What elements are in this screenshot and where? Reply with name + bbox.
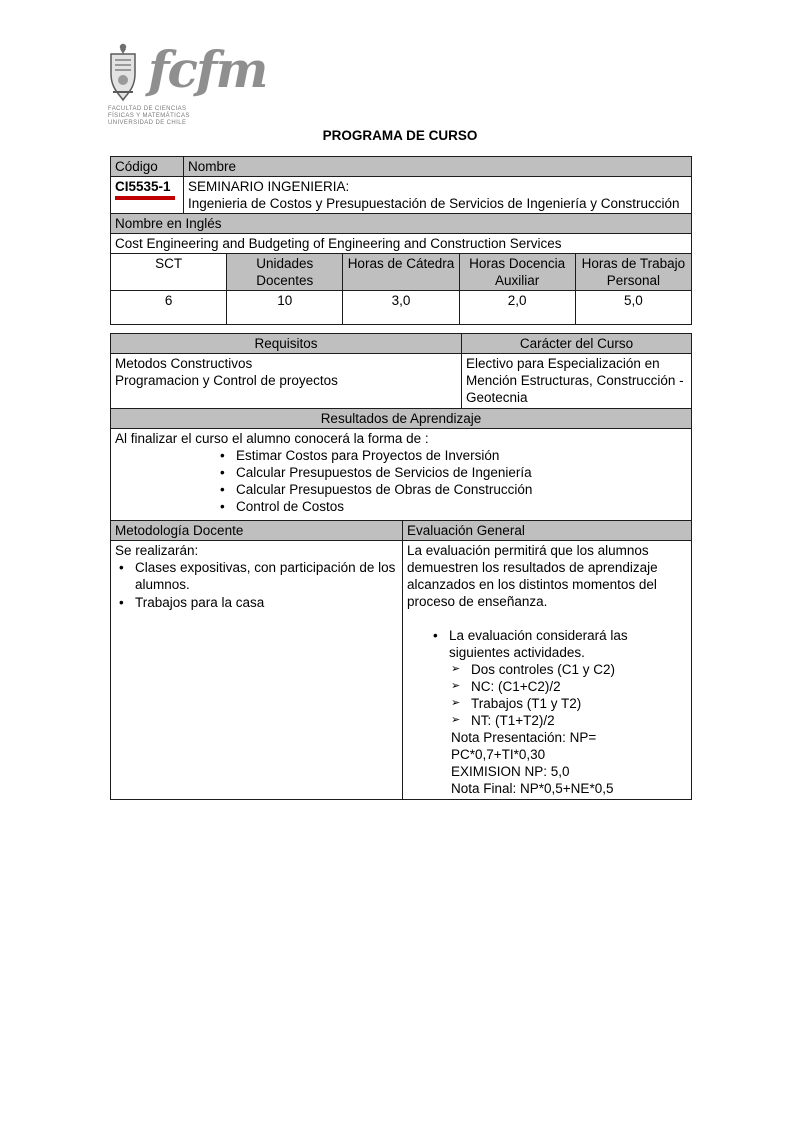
metodologia-header: Metodología Docente: [111, 521, 403, 541]
resultado-item: • Calcular Presupuestos de Obras de Construcción: [218, 481, 687, 498]
evaluacion-header: Evaluación General: [403, 521, 692, 541]
page-title: PROGRAMA DE CURSO: [322, 128, 478, 143]
evaluacion-intro: La evaluación permitirá que los alumnos demuestren los resultados de aprendizaje alcanzados en los distintos momentos del proceso de enseñanza.: [407, 543, 658, 609]
horas-docencia-auxiliar-header: Horas Docencia Auxiliar: [459, 254, 575, 291]
fcfm-logotype: fcfm: [148, 40, 267, 99]
evaluacion-subitem: ➢ Trabajos (T1 y T2): [451, 695, 687, 712]
requisito-item: Metodos Constructivos: [115, 356, 253, 371]
evaluacion-subitem: ➢ NC: (C1+C2)/2: [451, 678, 687, 695]
evaluacion-note: Nota Final: NP*0,5+NE*0,5: [451, 781, 614, 796]
hours-table: [110, 253, 692, 325]
evaluacion-subitem: ➢ NT: (T1+T2)/2: [451, 712, 687, 729]
resultado-item: • Estimar Costos para Proyectos de Inversión: [218, 447, 687, 464]
nombre-line-1: SEMINARIO INGENIERIA:: [188, 179, 350, 194]
caracter-curso-cell: Electivo para Especialización en Mención Estructuras, Construcción - Geotecnia: [462, 354, 692, 409]
resultado-item: • Control de Costos: [218, 498, 687, 515]
metodologia-intro: Se realizarán:: [115, 543, 199, 558]
sct-header: SCT: [111, 254, 227, 291]
metodologia-evaluacion-table: [110, 520, 692, 800]
metodologia-cell: [111, 541, 403, 800]
resultados-header: Resultados de Aprendizaje: [111, 409, 692, 429]
evaluacion-bullet-list: [431, 627, 687, 661]
logo-caption-line: FÍSICAS Y MATEMÁTICAS: [108, 113, 190, 119]
metodologia-item: • Clases expositivas, con participación de los alumnos.: [117, 559, 398, 593]
logo-caption-line: FACULTAD DE CIENCIAS: [108, 106, 187, 112]
requisitos-cell: [111, 354, 462, 409]
course-program-table: [110, 156, 692, 800]
caracter-curso-header: Carácter del Curso: [462, 334, 692, 354]
english-name-table: [110, 213, 692, 254]
requisitos-table: [110, 333, 692, 409]
universidad-de-chile-crest-icon: [106, 42, 140, 104]
resultados-intro: Al finalizar el curso el alumno conocerá la forma de :: [115, 431, 429, 446]
resultados-table: [110, 408, 692, 521]
requisitos-list: [115, 355, 457, 389]
horas-trabajo-personal-header: Horas de Trabajo Personal: [575, 254, 691, 291]
resultados-cell: [111, 429, 692, 521]
nombre-line-2: Ingenieria de Costos y Presupuestación de Servicios de Ingeniería y Construcción: [188, 196, 680, 211]
fcfm-logo: [106, 42, 266, 104]
horas-trabajo-personal-value: 5,0: [575, 291, 691, 325]
metodologia-item: • Trabajos para la casa: [117, 594, 398, 611]
requisito-item: Programacion y Control de proyectos: [115, 373, 338, 388]
nombre-header: Nombre: [184, 157, 692, 177]
unidades-docentes-value: 10: [227, 291, 343, 325]
resultado-item: • Calcular Presupuestos de Servicios de Ingeniería: [218, 464, 687, 481]
logo-caption: [108, 106, 190, 127]
english-name-value: Cost Engineering and Budgeting of Engineering and Construction Services: [111, 234, 692, 254]
evaluacion-subitem: ➢ Dos controles (C1 y C2): [451, 661, 687, 678]
evaluacion-notes-list: [451, 729, 687, 797]
metodologia-list: [117, 559, 398, 611]
evaluacion-bullet: • La evaluación considerará las siguientes actividades.: [431, 627, 687, 661]
course-id-table: [110, 156, 692, 214]
codigo-value: CI5535-1: [115, 179, 171, 194]
horas-catedra-value: 3,0: [343, 291, 459, 325]
requisitos-header: Requisitos: [111, 334, 462, 354]
sct-value: 6: [111, 291, 227, 325]
evaluacion-cell: [403, 541, 692, 800]
codigo-cell: [111, 177, 184, 214]
table-gap: [110, 325, 692, 333]
unidades-docentes-header: Unidades Docentes: [227, 254, 343, 291]
resultados-list: [218, 447, 687, 515]
horas-catedra-header: Horas de Cátedra: [343, 254, 459, 291]
evaluacion-note: EXIMISION NP: 5,0: [451, 764, 570, 779]
nombre-cell: [184, 177, 692, 214]
logo-caption-line: UNIVERSIDAD DE CHILE: [108, 120, 187, 126]
horas-docencia-auxiliar-value: 2,0: [459, 291, 575, 325]
english-name-header: Nombre en Inglés: [111, 214, 692, 234]
evaluacion-note: Nota Presentación: NP= PC*0,7+TI*0,30: [451, 730, 597, 762]
red-underline-mark: [115, 196, 175, 200]
evaluacion-subitems-list: [451, 661, 687, 729]
codigo-header: Código: [111, 157, 184, 177]
